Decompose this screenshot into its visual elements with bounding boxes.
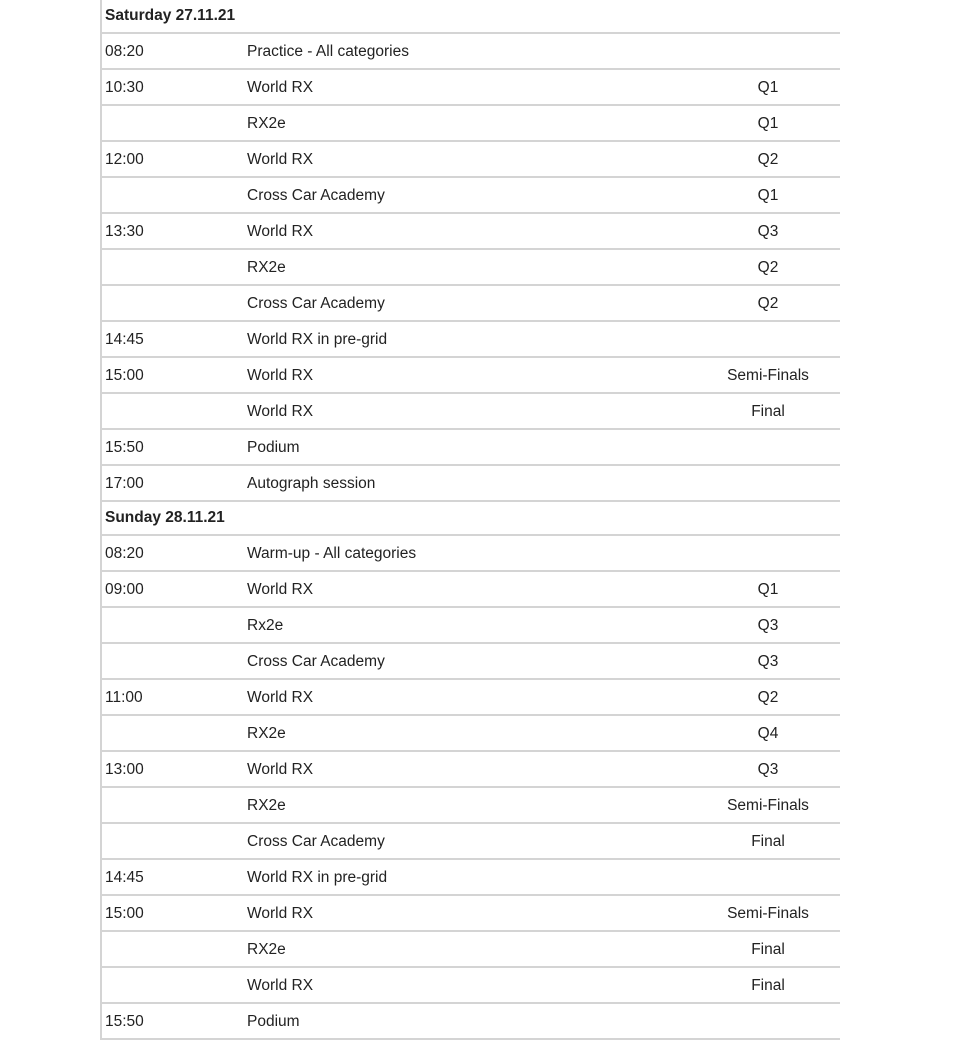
event-cell: World RX	[247, 689, 314, 706]
schedule-row	[102, 752, 840, 788]
time-cell: 15:00	[105, 905, 144, 922]
session-cell: Q1	[757, 79, 779, 96]
event-cell: World RX	[247, 403, 314, 420]
event-cell: World RX	[247, 581, 314, 598]
day-title: Saturday 27.11.21	[105, 7, 236, 24]
schedule-row	[102, 716, 840, 752]
session-cell: Q2	[757, 151, 779, 168]
time-cell: 08:20	[105, 545, 144, 562]
time-cell: 14:45	[105, 869, 144, 886]
session-cell: Q3	[757, 653, 779, 670]
event-cell: RX2e	[247, 941, 286, 958]
day-header	[102, 0, 840, 34]
schedule-row	[102, 286, 840, 322]
event-cell: RX2e	[247, 725, 286, 742]
session-cell: Final	[751, 941, 785, 958]
schedule-table	[100, 0, 840, 1040]
event-cell: Rx2e	[247, 617, 284, 634]
schedule-row	[102, 608, 840, 644]
session-cell: Q4	[757, 725, 779, 742]
session-cell: Q3	[757, 223, 779, 240]
event-cell: World RX	[247, 151, 314, 168]
schedule-row	[102, 322, 840, 358]
time-cell: 15:50	[105, 439, 144, 456]
schedule-row	[102, 394, 840, 430]
schedule-row	[102, 968, 840, 1004]
time-cell: 15:50	[105, 1013, 144, 1030]
schedule-row	[102, 466, 840, 502]
session-cell: Final	[751, 403, 785, 420]
event-cell: Cross Car Academy	[247, 295, 385, 312]
time-cell: 10:30	[105, 79, 144, 96]
session-cell: Semi-Finals	[727, 367, 809, 384]
schedule-row	[102, 680, 840, 716]
time-cell: 14:45	[105, 331, 144, 348]
schedule-row	[102, 430, 840, 466]
time-cell: 08:20	[105, 43, 144, 60]
session-cell: Q1	[757, 115, 779, 132]
event-cell: Podium	[247, 439, 300, 456]
session-cell: Final	[751, 977, 785, 994]
schedule-row	[102, 106, 840, 142]
schedule-row	[102, 824, 840, 860]
event-cell: RX2e	[247, 259, 286, 276]
event-cell: World RX	[247, 367, 314, 384]
session-cell: Semi-Finals	[727, 797, 809, 814]
schedule-row	[102, 644, 840, 680]
event-cell: World RX	[247, 905, 314, 922]
event-cell: Autograph session	[247, 475, 376, 492]
schedule-row	[102, 178, 840, 214]
event-cell: World RX	[247, 223, 314, 240]
schedule-row	[102, 142, 840, 178]
schedule-row	[102, 896, 840, 932]
time-cell: 17:00	[105, 475, 144, 492]
session-cell: Q1	[757, 581, 779, 598]
session-cell: Q2	[757, 689, 779, 706]
schedule-row	[102, 250, 840, 286]
schedule-row	[102, 70, 840, 106]
session-cell: Q2	[757, 295, 779, 312]
event-cell: World RX	[247, 977, 314, 994]
event-cell: RX2e	[247, 797, 286, 814]
event-cell: Podium	[247, 1013, 300, 1030]
event-cell: World RX	[247, 761, 314, 778]
session-cell: Q2	[757, 259, 779, 276]
time-cell: 13:00	[105, 761, 144, 778]
session-cell: Q3	[757, 761, 779, 778]
time-cell: 13:30	[105, 223, 144, 240]
schedule-row	[102, 572, 840, 608]
schedule-row	[102, 214, 840, 250]
event-cell: Cross Car Academy	[247, 833, 385, 850]
event-cell: Warm-up - All categories	[247, 545, 417, 562]
event-cell: Cross Car Academy	[247, 187, 385, 204]
schedule-row	[102, 1004, 840, 1040]
event-cell: World RX	[247, 79, 314, 96]
event-cell: RX2e	[247, 115, 286, 132]
event-cell: Practice - All categories	[247, 43, 409, 60]
time-cell: 12:00	[105, 151, 144, 168]
schedule-row	[102, 358, 840, 394]
session-cell: Semi-Finals	[727, 905, 809, 922]
schedule-row	[102, 34, 840, 70]
time-cell: 15:00	[105, 367, 144, 384]
session-cell: Q3	[757, 617, 779, 634]
session-cell: Final	[751, 833, 785, 850]
schedule-row	[102, 860, 840, 896]
event-cell: Cross Car Academy	[247, 653, 385, 670]
event-cell: World RX in pre-grid	[247, 331, 388, 348]
schedule-row	[102, 932, 840, 968]
schedule-row	[102, 536, 840, 572]
session-cell: Q1	[757, 187, 779, 204]
day-header	[102, 502, 840, 536]
time-cell: 11:00	[105, 689, 143, 706]
schedule-row	[102, 788, 840, 824]
day-title: Sunday 28.11.21	[105, 509, 225, 526]
event-cell: World RX in pre-grid	[247, 869, 388, 886]
time-cell: 09:00	[105, 581, 144, 598]
